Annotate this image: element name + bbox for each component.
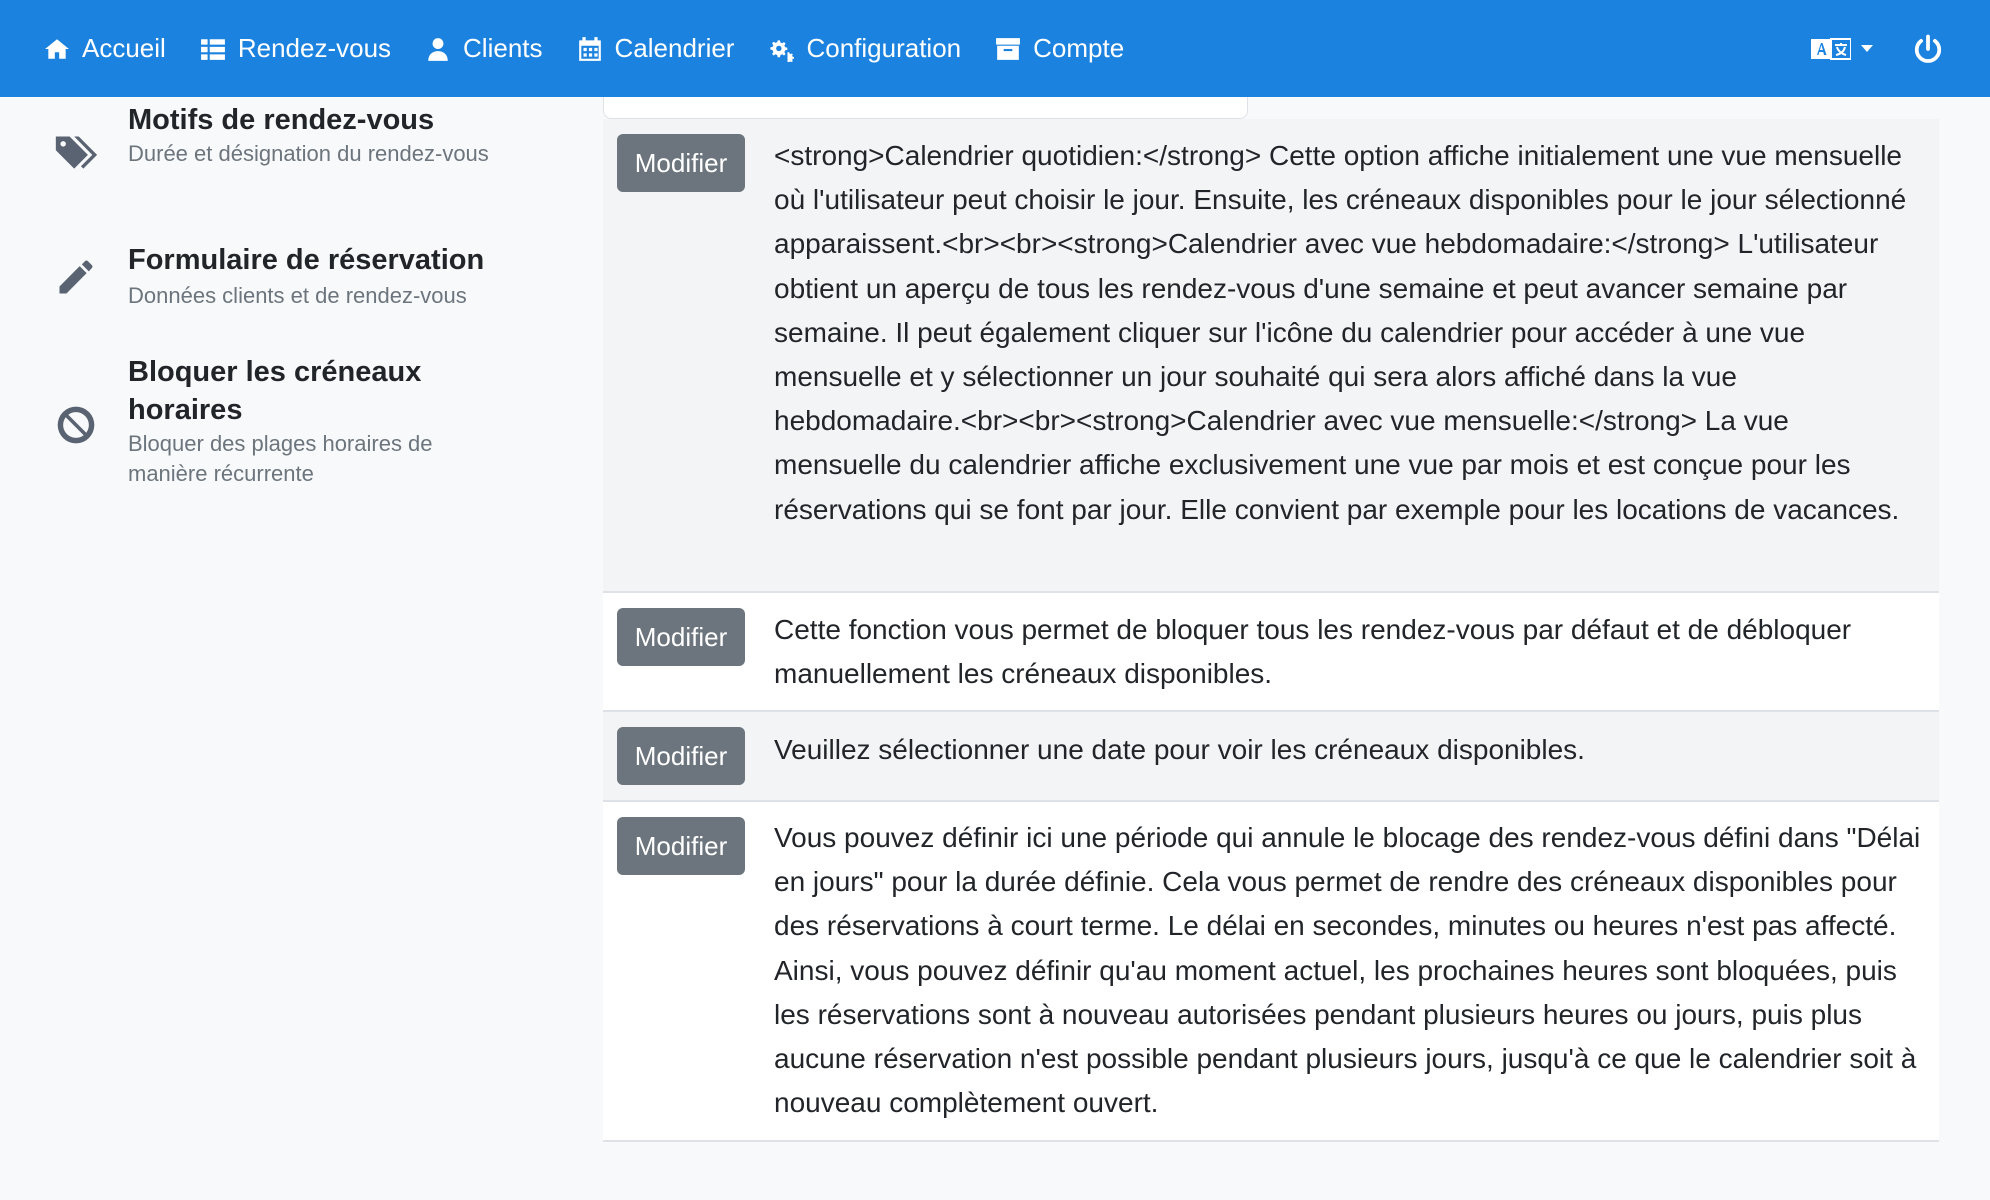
nav-item-label: Configuration xyxy=(806,33,962,63)
nav-item-compte[interactable] xyxy=(995,29,1124,69)
top-navbar xyxy=(0,0,1990,97)
modify-button[interactable]: Modifier xyxy=(617,817,745,875)
power-icon xyxy=(1913,34,1943,64)
setting-description: Veuillez sélectionner une date pour voir les créneaux disponibles. xyxy=(774,734,1585,765)
previous-card-edge xyxy=(603,97,1248,119)
setting-description: Vous pouvez définir ici une période qui annule le blocage des rendez-vous défini dans "Délai en jours" pour la durée définie. Cela vous permet de rendre des créneaux disponibles pour des réservations à court terme. Le délai en secondes, minutes ou heures n'est pas affecté. Ainsi, vous pouvez définir qu'au moment actuel, les prochaines heures sont bloquées, puis les réservations sont à nouveau autorisées pendant plusieurs heures ou jours, puis plus aucune réservation n'est possible pendant plusieurs jours, jusqu'à ce que le calendrier soit à nouveau complètement ouvert. xyxy=(774,822,1921,1119)
setting-description: Cette fonction vous permet de bloquer tous les rendez-vous par défaut et de débloquer manuellement les créneaux disponibles. xyxy=(774,614,1852,690)
sidebar-item-formulaire[interactable] xyxy=(0,241,520,321)
setting-description: <strong>Calendrier quotidien:</strong> Cette option affiche initialement une vue mensuelle où l'utilisateur peut choisir le jour. Ensuite, les créneaux disponibles pour le jour sélectionné apparaissent.<br><br><strong>Calendrier avec vue hebdomadaire:</strong> L'utilisateur obtient un aperçu de tous les rendez-vous d'une semaine et peut avancer semaine par semaine. Il peut également cliquer sur l'icône du calendrier pour accéder à une vue mensuelle et y sélectionner un jour souhaité qui sera alors affiché dans la vue hebdomadaire.<br><br><strong>Calendrier avec vue mensuelle:</strong> La vue mensuelle du calendrier affiche exclusivement une vue par mois et est conçue pour les réservations qui se font par jour. Elle convient par exemple pour les locations de vacances. xyxy=(774,140,1907,525)
setting-row xyxy=(603,593,1939,712)
home-icon xyxy=(44,36,70,62)
nav-item-calendrier[interactable] xyxy=(577,29,735,69)
nav-item-configuration[interactable] xyxy=(768,29,961,69)
tags-icon xyxy=(54,131,98,175)
nav-item-clients[interactable] xyxy=(425,29,542,69)
archive-icon xyxy=(995,36,1021,62)
nav-item-label: Accueil xyxy=(82,33,166,63)
nav-item-accueil[interactable] xyxy=(44,29,166,69)
sidebar-item-bloquer[interactable] xyxy=(0,353,520,503)
chevron-down-icon xyxy=(1861,45,1873,52)
modify-button[interactable]: Modifier xyxy=(617,134,745,192)
navbar-right xyxy=(1811,0,1990,97)
logout-button[interactable] xyxy=(1913,34,1943,64)
sidebar-item-motifs[interactable] xyxy=(0,101,520,211)
list-icon xyxy=(200,36,226,62)
modify-button[interactable]: Modifier xyxy=(617,608,745,666)
sidebar-item-title: Motifs de rendez-vous xyxy=(128,104,435,136)
language-dropdown[interactable] xyxy=(1811,37,1873,61)
nav-item-label: Clients xyxy=(463,33,543,63)
nav-item-label: Compte xyxy=(1033,33,1125,63)
sidebar-item-title: Formulaire de réservation xyxy=(128,244,485,276)
sidebar-item-subtitle: Durée et désignation du rendez-vous xyxy=(128,141,489,166)
pencil-icon xyxy=(54,255,98,299)
setting-row xyxy=(603,802,1939,1142)
modify-button[interactable]: Modifier xyxy=(617,727,745,785)
nav-item-rendez-vous[interactable] xyxy=(200,29,391,69)
sidebar-item-subtitle: Bloquer des plages horaires de manière récurrente xyxy=(128,431,433,486)
sidebar-item-title: Bloquer les créneaux horaires xyxy=(128,356,422,426)
setting-row xyxy=(603,712,1939,802)
ban-icon xyxy=(54,403,98,447)
calendar-icon xyxy=(577,36,603,62)
user-icon xyxy=(425,36,451,62)
sidebar-item-subtitle: Données clients et de rendez-vous xyxy=(128,283,467,308)
cogs-icon xyxy=(768,36,794,62)
nav-item-label: Calendrier xyxy=(614,33,735,63)
translate-icon xyxy=(1811,37,1851,61)
nav-item-label: Rendez-vous xyxy=(237,33,392,63)
setting-row xyxy=(603,119,1939,593)
